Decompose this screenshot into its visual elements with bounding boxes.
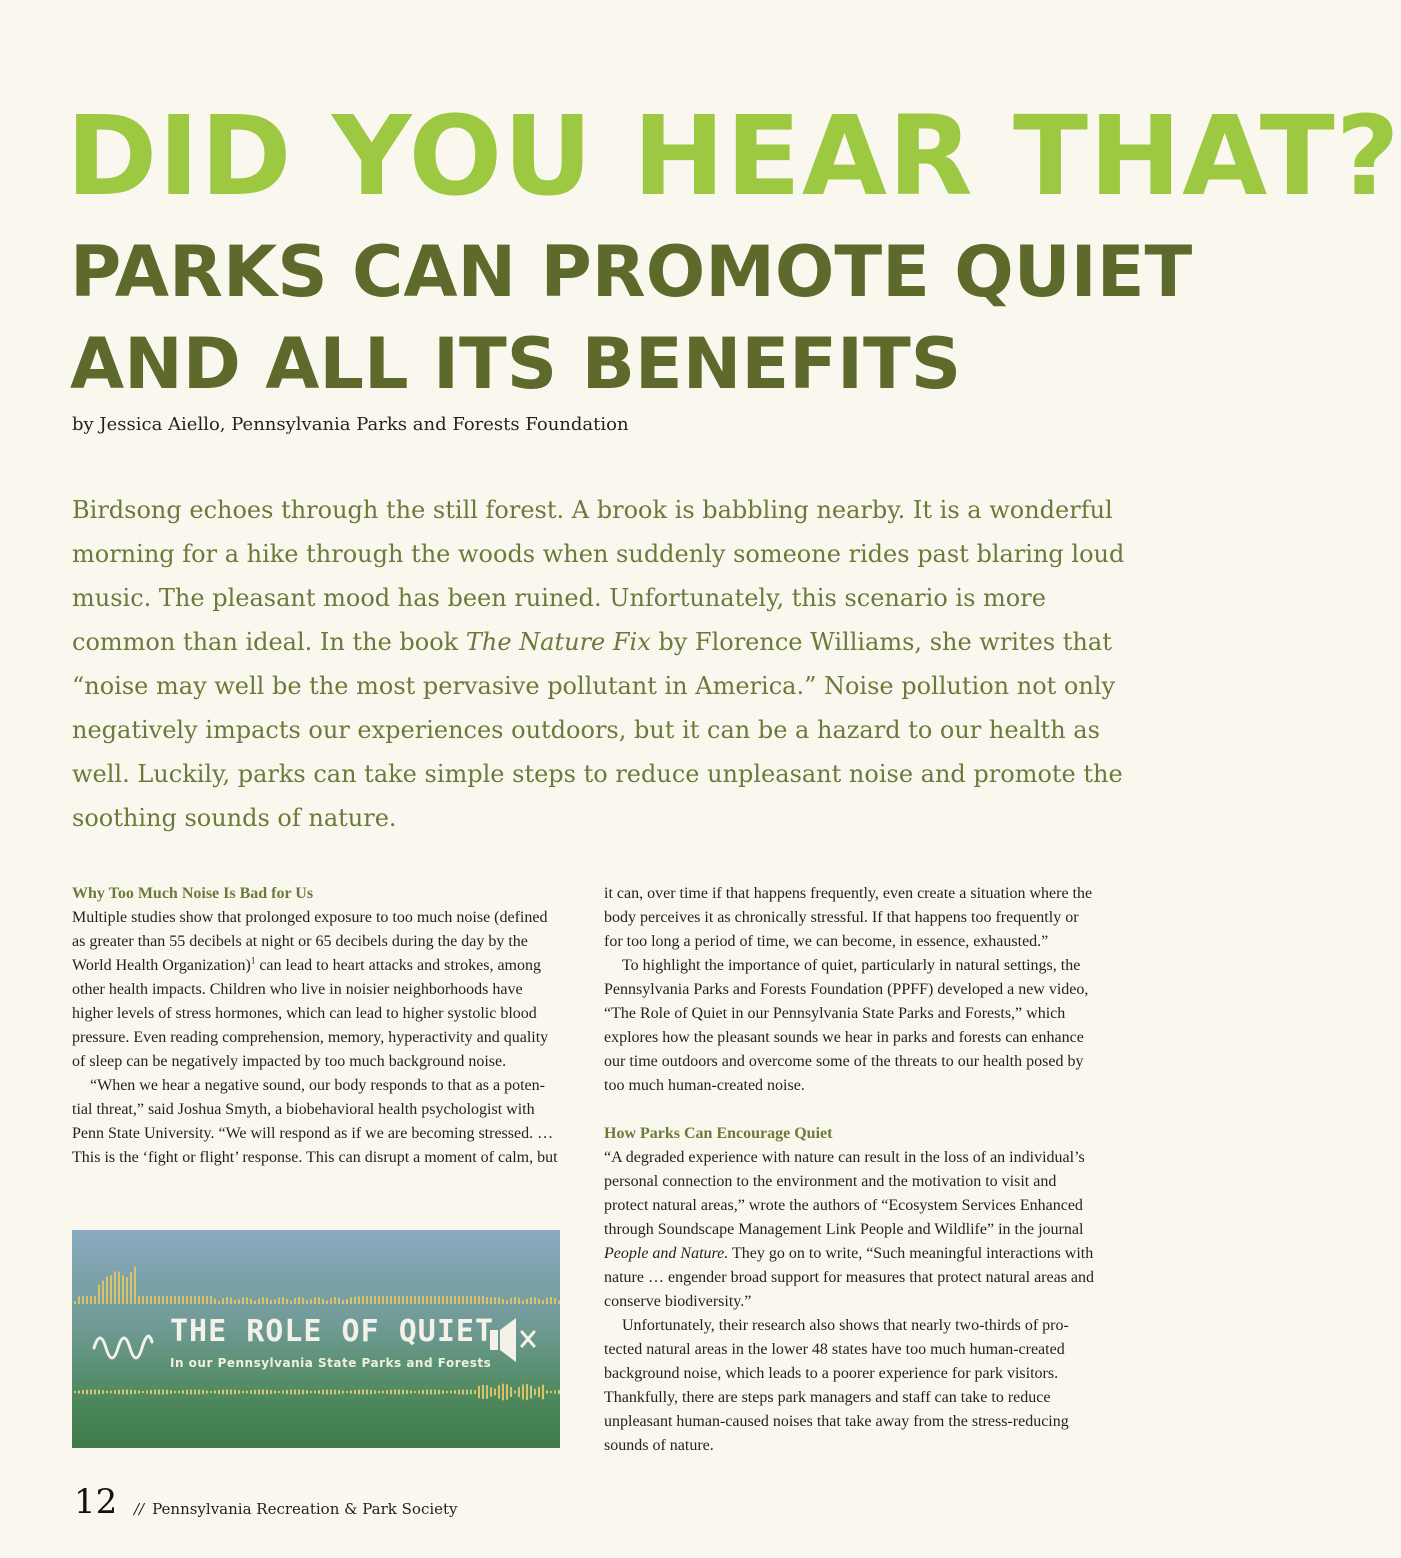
video-subtitle: In our Pennsylvania State Parks and Forests	[170, 1356, 492, 1370]
footer-separator: //	[134, 1500, 145, 1518]
left-column	[72, 882, 560, 1170]
speaker-muted-icon	[490, 1318, 534, 1362]
lede-paragraph	[72, 488, 1132, 840]
subheadline	[70, 226, 1193, 410]
sound-wave-icon	[94, 1336, 152, 1358]
headline: DID YOU HEAR THAT?	[66, 92, 1401, 220]
publication-name: Pennsylvania Recreation & Park Society	[152, 1500, 458, 1518]
subheadline-line-2: AND ALL ITS BENEFITS	[70, 323, 962, 405]
journal-title: People and Nature.	[604, 1245, 729, 1262]
right-paragraph-2: To highlight the importance of quiet, particularly in natural settings, the Pennsylvania Parks and Forests Foundation (PPFF) developed a new video, “The Role of Quiet in our Pennsylvania State Parks and Forests,” which explores how the pleasant sounds we hear in parks and forests can enhance our time outdoors and overcome some of the threats to our health posed by too much human-created noise.	[604, 957, 1089, 1094]
subheadline-line-1: PARKS CAN PROMOTE QUIET	[70, 231, 1193, 313]
book-title: The Nature Fix	[465, 628, 651, 656]
lede-text-1: Birdsong echoes through the still forest. A brook is babbling nearby. It is a wonderful morning for a hike through the woods when suddenly someone rides past blaring loud music. The pleasant mood has been ruined. Unfortunately, this scenario is more common than ideal. In the book	[72, 496, 1125, 656]
footer-publication	[134, 1500, 458, 1518]
left-paragraph-1: Multiple studies show that prolonged exposure to too much noise (defined as greater than 55 decibels at night or 65 decibels during the day by the World Health Organization)$^1$ can lead to heart attacks and strokes, among other health impacts. Children who live in noisier neighborhoods have higher levels of stress hormones, which can lead to higher systolic blood pressure. Even reading comprehension, memory, hyperactivity and quality of sleep can be negatively impacted by too much background noise.	[72, 909, 549, 1070]
lede-text-2: by Florence Williams, she writes that “noise may well be the most pervasive pollutant in America.” Noise pollution not only negatively impacts our experiences outdoors, but it can be a hazard to our health as well. Luckily, parks can take simple steps to reduce unpleasant noise and promote the soothing sounds of nature.	[72, 628, 1123, 832]
right-paragraph-3: “A degraded experience with nature can result in the loss of an individual’s personal connection to the environment and the motivation to visit and protect natural areas,” wrote the authors of “Ecosystem Services Enhanced through Soundscape Management Link People and Wildlife” in the journal People and Nature. They go on to write, “Such meaningful interactions with nature … engender broad support for measures that protect natural areas and conserve biodiversity.”	[604, 1149, 1095, 1310]
section-heading-noise: Why Too Much Noise Is Bad for Us	[72, 885, 314, 902]
right-paragraph-1: it can, over time if that happens frequently, even create a situation where the body perceives it as chronically stressful. If that happens too frequently or for too long a period of time, we can become, in essence, exhausted.”	[604, 885, 1093, 950]
right-paragraph-4: Unfortunately, their research also shows that nearly two-thirds of protected natural areas in the lower 48 states have too much human-created background noise, which leads to a poorer experience for park visitors. Thankfully, there are steps park managers and staff can take to reduce unpleasant human-caused noises that take away from the stress-reducing sounds of nature.	[604, 1317, 1069, 1454]
byline: by Jessica Aiello, Pennsylvania Parks and Forests Foundation	[72, 414, 629, 435]
page-number: 12	[74, 1482, 118, 1522]
footnote-marker: 1	[250, 955, 256, 966]
left-paragraph-2: “When we hear a negative sound, our body responds to that as a potential threat,” said Joshua Smyth, a biobehavioral health psychologist with Penn State University. “We will respond as if we are becoming stressed. … This is the ‘fight or flight’ response. This can disrupt a moment of calm, but	[72, 1077, 558, 1166]
video-title: THE ROLE OF QUIET	[170, 1314, 495, 1349]
right-column	[604, 882, 1096, 1458]
section-heading-quiet: How Parks Can Encourage Quiet	[604, 1125, 833, 1142]
video-thumbnail[interactable]	[72, 1230, 560, 1448]
